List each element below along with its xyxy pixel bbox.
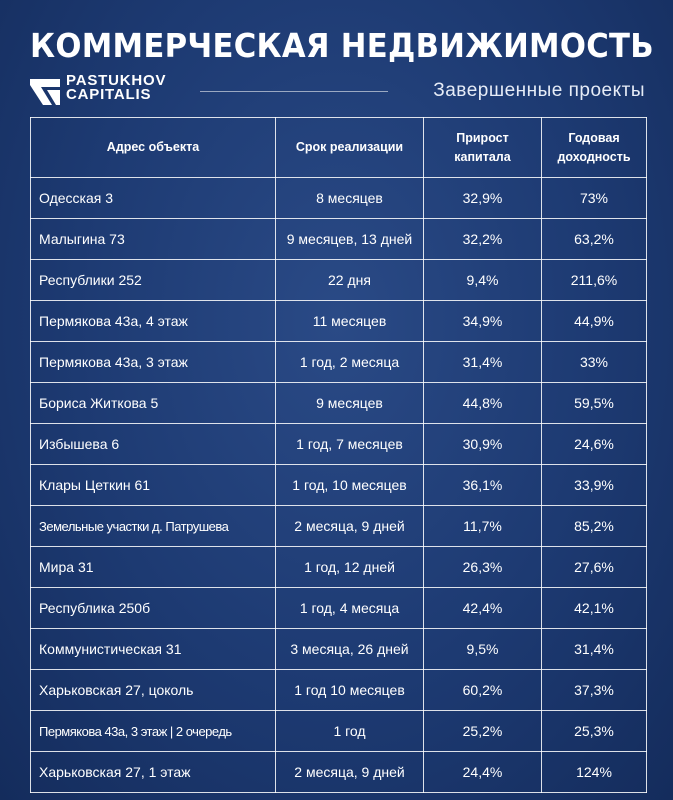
cell-duration: 1 год, 4 месяца [276,588,424,629]
cell-annual-yield: 37,3% [542,670,647,711]
cell-capital-gain: 11,7% [424,506,542,547]
column-header: Прирост капитала [424,118,542,178]
table-row [31,670,647,711]
page-title: КОММЕРЧЕСКАЯ НЕДВИЖИМОСТЬ [30,26,654,65]
table-row [31,506,647,547]
cell-capital-gain: 24,4% [424,752,542,793]
cell-address: Малыгина 73 [31,219,276,260]
cell-duration: 1 год, 7 месяцев [276,424,424,465]
cell-capital-gain: 42,4% [424,588,542,629]
cell-address: Коммунистическая 31 [31,629,276,670]
cell-duration: 8 месяцев [276,178,424,219]
cell-capital-gain: 9,5% [424,629,542,670]
table-row [31,465,647,506]
cell-address: Харьковская 27, 1 этаж [31,752,276,793]
cell-capital-gain: 34,9% [424,301,542,342]
cell-address: Одесская 3 [31,178,276,219]
table-header-row [31,118,647,178]
logo-line-1: PASTUKHOV [66,72,167,89]
cell-duration: 2 месяца, 9 дней [276,752,424,793]
table-row [31,547,647,588]
logo-text [66,74,166,102]
table-row [31,711,647,752]
cell-address: Мира 31 [31,547,276,588]
table-row [31,383,647,424]
table-row [31,301,647,342]
company-logo [30,73,230,107]
column-header: Годовая доходность [542,118,647,178]
cell-capital-gain: 25,2% [424,711,542,752]
cell-annual-yield: 33% [542,342,647,383]
cell-duration: 9 месяцев, 13 дней [276,219,424,260]
cell-capital-gain: 30,9% [424,424,542,465]
cell-capital-gain: 36,1% [424,465,542,506]
cell-annual-yield: 25,3% [542,711,647,752]
table-row [31,588,647,629]
logo-mark-icon [30,75,60,105]
table-row [31,424,647,465]
page-subtitle: Завершенные проекты [433,80,645,101]
cell-annual-yield: 124% [542,752,647,793]
cell-duration: 1 год, 12 дней [276,547,424,588]
cell-annual-yield: 85,2% [542,506,647,547]
cell-address: Республики 252 [31,260,276,301]
cell-capital-gain: 32,2% [424,219,542,260]
cell-annual-yield: 63,2% [542,219,647,260]
projects-table [30,117,647,793]
cell-address: Пермякова 43а, 4 этаж [31,301,276,342]
cell-duration: 9 месяцев [276,383,424,424]
cell-duration: 1 год, 10 месяцев [276,465,424,506]
cell-address: Избышева 6 [31,424,276,465]
cell-capital-gain: 26,3% [424,547,542,588]
cell-address: Пермякова 43а, 3 этаж | 2 очередь [31,711,276,752]
logo-line-2: CAPITALIS [66,86,152,103]
table-row [31,342,647,383]
column-header: Адрес объекта [31,118,276,178]
cell-duration: 1 год 10 месяцев [276,670,424,711]
cell-duration: 1 год [276,711,424,752]
cell-capital-gain: 60,2% [424,670,542,711]
header-divider [200,91,388,92]
cell-annual-yield: 24,6% [542,424,647,465]
table-row [31,629,647,670]
column-header: Срок реализации [276,118,424,178]
cell-annual-yield: 27,6% [542,547,647,588]
cell-duration: 1 год, 2 месяца [276,342,424,383]
cell-duration: 11 месяцев [276,301,424,342]
cell-annual-yield: 42,1% [542,588,647,629]
cell-annual-yield: 33,9% [542,465,647,506]
cell-annual-yield: 211,6% [542,260,647,301]
cell-annual-yield: 31,4% [542,629,647,670]
table-row [31,219,647,260]
cell-duration: 22 дня [276,260,424,301]
cell-duration: 3 месяца, 26 дней [276,629,424,670]
cell-annual-yield: 44,9% [542,301,647,342]
cell-address: Клары Цеткин 61 [31,465,276,506]
cell-capital-gain: 9,4% [424,260,542,301]
cell-address: Земельные участки д. Патрушева [31,506,276,547]
cell-duration: 2 месяца, 9 дней [276,506,424,547]
table-row [31,178,647,219]
cell-annual-yield: 73% [542,178,647,219]
table-row [31,260,647,301]
cell-capital-gain: 44,8% [424,383,542,424]
cell-capital-gain: 32,9% [424,178,542,219]
cell-address: Бориса Житкова 5 [31,383,276,424]
cell-address: Республика 250б [31,588,276,629]
table-row [31,752,647,793]
cell-address: Харьковская 27, цоколь [31,670,276,711]
cell-address: Пермякова 43а, 3 этаж [31,342,276,383]
cell-annual-yield: 59,5% [542,383,647,424]
cell-capital-gain: 31,4% [424,342,542,383]
